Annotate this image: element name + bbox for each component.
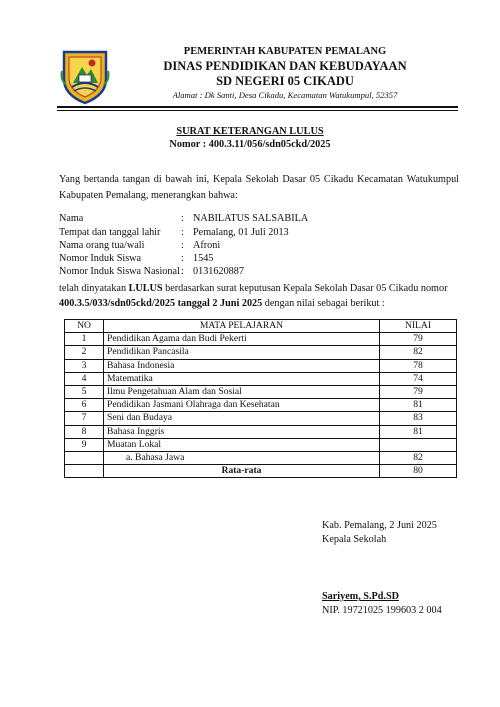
field-parent bbox=[59, 240, 220, 251]
field-label: Nama bbox=[59, 213, 84, 224]
signature-nip: NIP. 19721025 199603 2 004 bbox=[322, 605, 442, 616]
table-row bbox=[65, 385, 457, 398]
table-row bbox=[65, 412, 457, 425]
field-value: Afroni bbox=[193, 240, 221, 251]
header-school-name: SD NEGERI 05 CIKADU bbox=[216, 74, 354, 88]
cell-score: 79 bbox=[380, 333, 457, 346]
result-pre: telah dinyatakan bbox=[59, 283, 129, 294]
field-nisn bbox=[59, 266, 244, 277]
cell-subject: Bahasa Inggris bbox=[104, 425, 380, 438]
field-colon: : bbox=[181, 253, 184, 264]
field-colon: : bbox=[181, 240, 184, 251]
cell-no: 7 bbox=[65, 412, 104, 425]
cell-score: 82 bbox=[380, 451, 457, 464]
cell-subject: Seni dan Budaya bbox=[104, 412, 380, 425]
field-label: Nama orang tua/wali bbox=[59, 240, 145, 251]
header-divider-thin bbox=[57, 110, 458, 111]
result-mid: berdasarkan surat keputusan Kepala Sekolah Dasar 05 Cikadu nomor bbox=[162, 283, 448, 294]
header-government: PEMERINTAH KABUPATEN PEMALANG bbox=[183, 46, 387, 57]
table-row bbox=[65, 346, 457, 359]
cell-score: 81 bbox=[380, 399, 457, 412]
header-subject: MATA PELAJARAN bbox=[104, 320, 380, 333]
result-status: LULUS bbox=[128, 283, 163, 294]
cell-score: 78 bbox=[380, 359, 457, 372]
cell-subject: Pendidikan Pancasila bbox=[104, 346, 380, 359]
signature-position: Kepala Sekolah bbox=[322, 534, 387, 545]
table-header-row bbox=[65, 320, 457, 333]
result-post: dengan nilai sebagai berikut : bbox=[262, 298, 385, 309]
header-score: NILAI bbox=[380, 320, 457, 333]
field-colon: : bbox=[181, 227, 184, 238]
cell-score: 82 bbox=[380, 346, 457, 359]
field-colon: : bbox=[181, 266, 184, 277]
cell-no bbox=[65, 465, 104, 478]
field-value: 0131620887 bbox=[193, 266, 244, 277]
signature-place-date: Kab. Pemalang, 2 Juni 2025 bbox=[322, 520, 437, 531]
field-value: 1545 bbox=[193, 253, 214, 264]
cell-no: 2 bbox=[65, 346, 104, 359]
signature-name: Sariyem, S.Pd.SD bbox=[322, 591, 399, 602]
header-department: DINAS PENDIDIKAN DAN KEBUDAYAAN bbox=[163, 59, 407, 73]
table-row bbox=[65, 359, 457, 372]
cell-no: 3 bbox=[65, 359, 104, 372]
cell-score bbox=[380, 438, 457, 451]
table-row bbox=[65, 333, 457, 346]
cell-score: 79 bbox=[380, 385, 457, 398]
field-colon: : bbox=[181, 213, 184, 224]
average-label: Rata-rata bbox=[104, 465, 380, 478]
cell-subject: Pendidikan Jasmani Olahraga dan Kesehatan bbox=[104, 399, 380, 412]
cell-subject: Pendidikan Agama dan Budi Pekerti bbox=[104, 333, 380, 346]
cell-subject: Ilmu Pengetahuan Alam dan Sosial bbox=[104, 385, 380, 398]
regency-emblem-icon bbox=[60, 49, 110, 105]
field-value: NABILATUS SALSABILA bbox=[193, 213, 309, 224]
average-score: 80 bbox=[380, 465, 457, 478]
cell-score: 83 bbox=[380, 412, 457, 425]
header-divider-thick bbox=[57, 106, 458, 108]
letter-title: SURAT KETERANGAN LULUS bbox=[176, 126, 324, 137]
cell-no: 8 bbox=[65, 425, 104, 438]
header-address: Alamat : Dk Santi, Desa Cikadu, Kecamatan Watukumpul, 52357 bbox=[172, 90, 398, 100]
cell-no: 1 bbox=[65, 333, 104, 346]
table-row bbox=[65, 372, 457, 385]
table-row bbox=[65, 438, 457, 451]
cell-no: 9 bbox=[65, 438, 104, 451]
cell-no: 6 bbox=[65, 399, 104, 412]
table-row bbox=[65, 425, 457, 438]
result-decree: 400.3.5/033/sdn05ckd/2025 tanggal 2 Juni 2025 bbox=[59, 298, 263, 309]
cell-subject: a. Bahasa Jawa bbox=[104, 451, 380, 464]
table-subrow bbox=[65, 451, 457, 464]
cell-subject: Muatan Lokal bbox=[104, 438, 380, 451]
field-label: Nomor Induk Siswa bbox=[59, 253, 142, 264]
header-no: NO bbox=[65, 320, 104, 333]
field-label: Nomor Induk Siswa Nasional bbox=[59, 266, 180, 277]
cell-no: 4 bbox=[65, 372, 104, 385]
result-statement bbox=[59, 281, 459, 311]
cell-score: 81 bbox=[380, 425, 457, 438]
field-nis bbox=[59, 253, 213, 264]
field-value: Pemalang, 01 Juli 2013 bbox=[193, 227, 289, 238]
field-birth bbox=[59, 227, 289, 238]
intro-paragraph: Yang bertanda tangan di bawah ini, Kepala Sekolah Dasar 05 Cikadu Kecamatan Watukumpul Kabupaten Pemalang, menerangkan bahwa: bbox=[59, 174, 459, 201]
table-average-row bbox=[65, 465, 457, 478]
cell-subject: Bahasa Indonesia bbox=[104, 359, 380, 372]
cell-no: 5 bbox=[65, 385, 104, 398]
table-row bbox=[65, 399, 457, 412]
field-label: Tempat dan tanggal lahir bbox=[59, 227, 161, 238]
field-name bbox=[59, 213, 308, 224]
letter-number: Nomor : 400.3.11/056/sdn05ckd/2025 bbox=[169, 139, 331, 150]
grades-table bbox=[64, 319, 457, 478]
cell-no bbox=[65, 451, 104, 464]
cell-score: 74 bbox=[380, 372, 457, 385]
cell-subject: Matematika bbox=[104, 372, 380, 385]
